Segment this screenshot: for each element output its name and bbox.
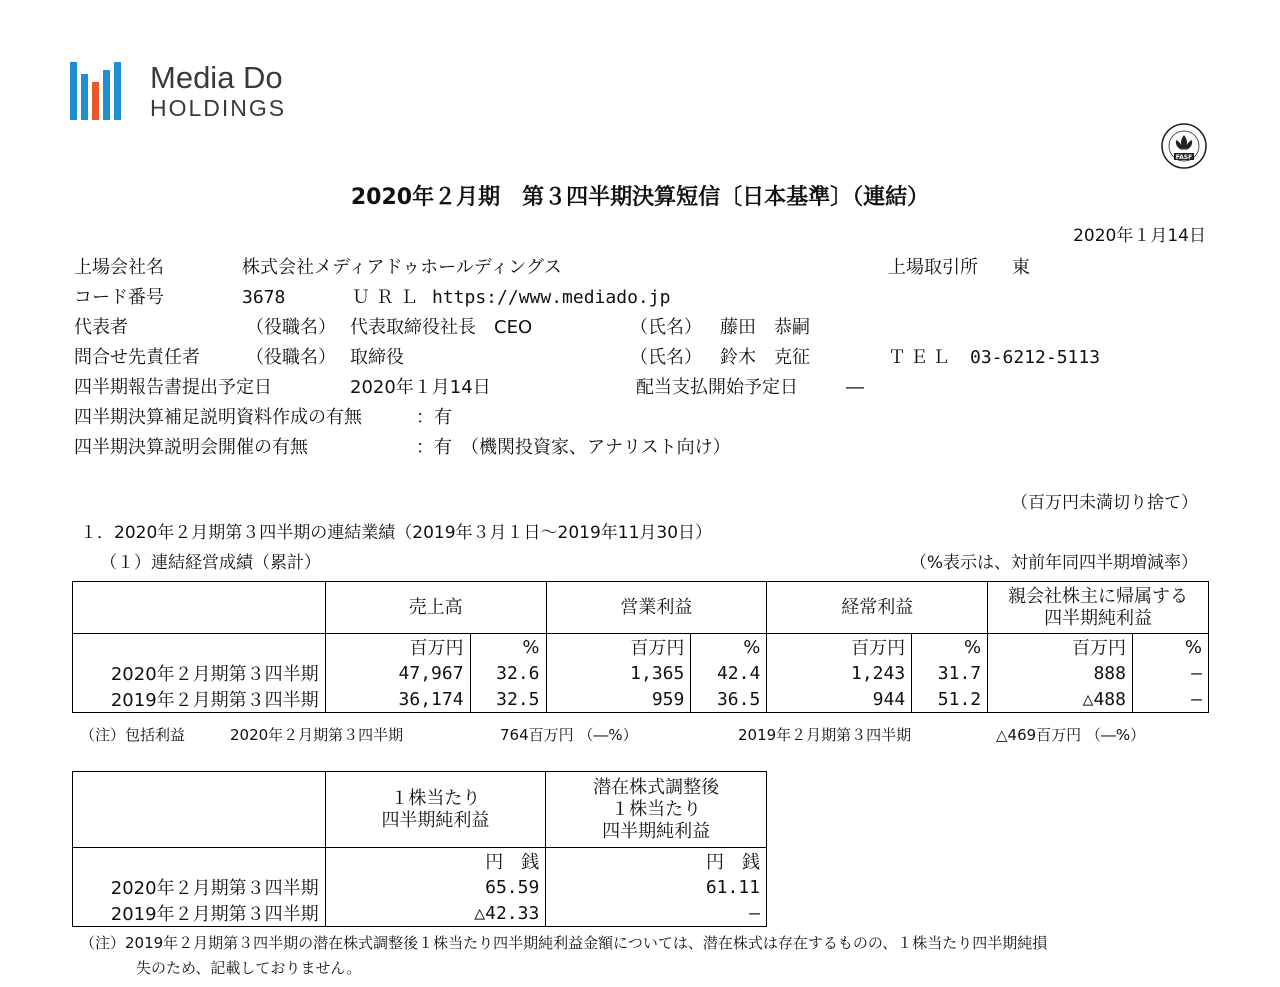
operating-income-value: 1,365: [546, 660, 691, 686]
exchange: 東: [1012, 257, 1030, 278]
header-net-income-line2: 四半期純利益: [1044, 607, 1153, 629]
header-diluted-eps-line3: 四半期純利益: [602, 820, 711, 842]
row-label: 2019年２月期第３四半期: [73, 686, 326, 713]
supplement: ：有: [416, 407, 452, 428]
fasf-seal-icon: [1160, 122, 1208, 170]
exchange-label: 上場取引所: [888, 257, 978, 278]
sales-pct: 32.6: [470, 660, 546, 686]
section-subtitle: （１）連結経営成績（累計）: [100, 553, 321, 573]
table-row: [73, 874, 767, 900]
header-diluted-eps: [546, 772, 767, 848]
logo-text-holdings: HOLDINGS: [150, 95, 287, 121]
url-label: ＵＲＬ: [352, 287, 424, 308]
svg-text:FASF: FASF: [1175, 154, 1193, 161]
contact-name: 鈴木 克征: [720, 347, 810, 368]
header-eps-line2: 四半期純利益: [381, 809, 490, 831]
supplement-label: 四半期決算補足説明資料作成の有無: [74, 407, 362, 428]
table-row: [73, 900, 767, 927]
document-title: 2020年２月期 第３四半期決算短信〔日本基準〕（連結）: [350, 185, 930, 210]
diluted-eps-unit: 円 銭: [546, 848, 767, 875]
representative-label: 代表者: [74, 317, 128, 338]
comprehensive-note-period1: 2020年２月期第３四半期: [230, 726, 404, 744]
header-sales: 売上高: [325, 582, 546, 634]
contact-name-label: （氏名）: [630, 347, 702, 368]
header-ordinary-income: 経常利益: [767, 582, 988, 634]
eps-value: 65.59: [325, 874, 546, 900]
eps-unit-row-blank: [73, 848, 326, 875]
ordinary-income-value: 944: [767, 686, 912, 713]
results-header-blank: [73, 582, 326, 634]
tel: 03-6212-5113: [970, 347, 1101, 368]
contact-title-label: （役職名）: [246, 347, 336, 368]
listed-name: 株式会社メディアドゥホールディングス: [242, 257, 562, 278]
unit-mil: 百万円: [767, 634, 912, 661]
ordinary-income-pct: 31.7: [912, 660, 988, 686]
results-table: [72, 581, 1209, 713]
unit-mil: 百万円: [546, 634, 691, 661]
representative-title: 代表取締役社長 CEO: [350, 317, 533, 338]
header-net-income-line1: 親会社株主に帰属する: [1008, 585, 1189, 607]
eps-value: △42.33: [325, 900, 546, 927]
sales-value: 36,174: [325, 686, 470, 713]
eps-unit: 円 銭: [325, 848, 546, 875]
unit-pct: %: [470, 634, 546, 661]
diluted-eps-value: 61.11: [546, 874, 767, 900]
footnote-line1: （注）2019年２月期第３四半期の潜在株式調整後１株当たり四半期純利益金額については、潜在株式は存在するものの、１株当たり四半期純損: [80, 934, 1048, 952]
row-label: 2020年２月期第３四半期: [73, 660, 326, 686]
row-label: 2019年２月期第３四半期: [73, 900, 326, 927]
unit-pct: %: [691, 634, 767, 661]
code: 3678: [242, 287, 286, 308]
dividend: ―: [846, 377, 864, 398]
row-label: 2020年２月期第３四半期: [73, 874, 326, 900]
listed-name-label: 上場会社名: [74, 257, 164, 278]
net-income-value: 888: [988, 660, 1133, 686]
url-link[interactable]: https://www.mediado.jp: [432, 287, 671, 308]
unit-pct: %: [1132, 634, 1208, 661]
section-title: １．2020年２月期第３四半期の連結業績（2019年３月１日～2019年11月30日）: [80, 523, 713, 543]
unit-pct: %: [912, 634, 988, 661]
document-date: 2020年１月14日: [1073, 226, 1206, 246]
eps-table: [72, 771, 767, 927]
comprehensive-note-value2: △469百万円 （―%）: [996, 726, 1146, 744]
operating-income-pct: 42.4: [691, 660, 767, 686]
comprehensive-note-period2: 2019年２月期第３四半期: [738, 726, 912, 744]
media-do-logo-icon: [70, 62, 128, 120]
header-diluted-eps-line2: １株当たり: [611, 798, 702, 820]
header-eps-line1: １株当たり: [390, 787, 481, 809]
representative-title-label: （役職名）: [246, 317, 336, 338]
report-date: 2020年１月14日: [350, 377, 491, 398]
table-row: [73, 660, 1209, 686]
report-date-label: 四半期報告書提出予定日: [74, 377, 272, 398]
header-net-income: [988, 582, 1209, 634]
ordinary-income-value: 1,243: [767, 660, 912, 686]
net-income-pct: ―: [1132, 660, 1208, 686]
sales-pct: 32.5: [470, 686, 546, 713]
operating-income-value: 959: [546, 686, 691, 713]
ordinary-income-pct: 51.2: [912, 686, 988, 713]
representative-name: 藤田 恭嗣: [720, 317, 810, 338]
tel-label: ＴＥＬ: [888, 347, 954, 368]
dividend-label: 配当支払開始予定日: [636, 377, 798, 398]
unit-row-blank: [73, 634, 326, 661]
code-label: コード番号: [74, 287, 164, 308]
rounding-note: （百万円未満切り捨て）: [1011, 493, 1198, 513]
footnote-line2: 失のため、記載しておりません。: [136, 959, 362, 977]
comprehensive-note-label: （注）包括利益: [80, 726, 186, 744]
net-income-value: △488: [988, 686, 1133, 713]
header-operating-income: 営業利益: [546, 582, 767, 634]
logo-text-media-do: Media Do: [150, 60, 283, 95]
unit-mil: 百万円: [988, 634, 1133, 661]
operating-income-pct: 36.5: [691, 686, 767, 713]
diluted-eps-value: ―: [546, 900, 767, 927]
comprehensive-note-value1: 764百万円 （―%）: [500, 726, 638, 744]
eps-header-blank: [73, 772, 326, 848]
unit-mil: 百万円: [325, 634, 470, 661]
percent-note: （%表示は、対前年同四半期増減率）: [909, 553, 1198, 573]
header-eps: [325, 772, 546, 848]
contact-label: 問合せ先責任者: [74, 347, 200, 368]
header-diluted-eps-line1: 潜在株式調整後: [593, 776, 720, 798]
representative-name-label: （氏名）: [630, 317, 702, 338]
briefing: ：有 （機関投資家、アナリスト向け）: [416, 437, 731, 458]
net-income-pct: ―: [1132, 686, 1208, 713]
table-row: [73, 686, 1209, 713]
briefing-label: 四半期決算説明会開催の有無: [74, 437, 308, 458]
contact-title: 取締役: [350, 347, 404, 368]
sales-value: 47,967: [325, 660, 470, 686]
